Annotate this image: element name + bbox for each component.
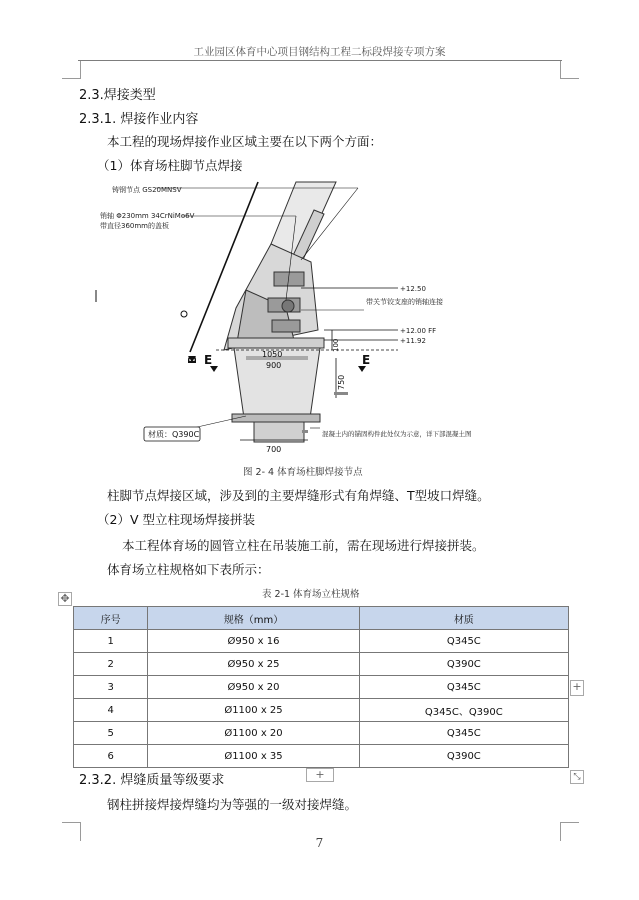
heading-2-3-2: 2.3.2. 焊缝质量等级要求 xyxy=(79,773,225,788)
table-row xyxy=(74,722,569,745)
header-material: 材质 xyxy=(359,607,568,630)
cell-material: Q345C xyxy=(359,630,568,653)
corner-mark-top-left xyxy=(62,60,81,79)
dim-1050: 1050 xyxy=(262,350,283,359)
cell-spec: Ø950 x 20 xyxy=(148,676,359,699)
label-casting-node: 铸钢节点 GS20MNSV xyxy=(112,186,182,194)
list-item-2: （2）V 型立柱现场焊接拼装 xyxy=(97,512,255,527)
cell-material: Q345C xyxy=(359,676,568,699)
paragraph-table-intro: 体育场立柱规格如下表所示： xyxy=(107,562,270,577)
label-pin-cover-plate: 带直径360mm的盖板 xyxy=(100,222,169,230)
header-index: 序号 xyxy=(74,607,148,630)
figure-caption: 图 2- 4 体育场柱脚焊接节点 xyxy=(243,467,363,478)
cell-index: 4 xyxy=(74,699,148,722)
paragraph-weld-forms: 柱脚节点焊接区域，涉及到的主要焊缝形式有角焊缝、T型坡口焊缝。 xyxy=(107,488,490,503)
cell-index: 1 xyxy=(74,630,148,653)
cell-spec: Ø950 x 16 xyxy=(148,630,359,653)
label-hinge-note: 带关节铰支座的销轴连接 xyxy=(366,298,443,306)
column-spec-table xyxy=(73,606,569,768)
table-row xyxy=(74,653,569,676)
header-spec: 规格（mm） xyxy=(148,607,359,630)
table-move-handle-icon[interactable]: ✥ xyxy=(58,592,72,606)
document-header-title: 工业园区体育中心项目钢结构工程二标段焊接专项方案 xyxy=(193,46,446,58)
list-item-1: （1）体育场柱脚节点焊接 xyxy=(97,158,243,173)
dim-750: 750 xyxy=(337,374,346,390)
cell-index: 5 xyxy=(74,722,148,745)
label-elev-mid: +12.00 FF xyxy=(400,327,437,335)
paragraph-column-assembly: 本工程体育场的圆管立柱在吊装施工前，需在现场进行焊接拼装。 xyxy=(122,538,485,553)
dim-900: 900 xyxy=(266,361,282,370)
heading-2-3-1: 2.3.1. 焊接作业内容 xyxy=(79,112,199,127)
label-pin-spec: 销轴 Φ230mm 34CrNiMo6V xyxy=(100,212,195,220)
cell-spec: Ø1100 x 25 xyxy=(148,699,359,722)
cell-material: Q390C xyxy=(359,653,568,676)
label-elev-top: +12.50 xyxy=(400,285,426,293)
section-mark-e-right: E xyxy=(362,353,371,367)
table-row xyxy=(74,745,569,768)
cell-index: 3 xyxy=(74,676,148,699)
add-column-button[interactable]: + xyxy=(570,680,584,696)
column-foot-node-figure xyxy=(96,180,516,454)
add-row-button[interactable]: + xyxy=(306,768,334,782)
table-caption: 表 2-1 体育场立柱规格 xyxy=(262,589,360,600)
table-header-row xyxy=(74,607,569,630)
cell-material: Q390C xyxy=(359,745,568,768)
label-elev-low: +11.92 xyxy=(400,337,426,345)
cell-index: 6 xyxy=(74,745,148,768)
section-mark-b: B xyxy=(186,355,199,364)
corner-mark-top-right xyxy=(560,60,579,79)
table-row xyxy=(74,630,569,653)
cell-spec: Ø950 x 25 xyxy=(148,653,359,676)
label-material: 材质：Q390C xyxy=(148,430,200,439)
column-foot-drawing xyxy=(96,180,516,454)
table-row xyxy=(74,699,569,722)
section-mark-e-left: E xyxy=(204,353,213,367)
dim-700: 700 xyxy=(266,445,282,454)
cell-material: Q345C、Q390C xyxy=(359,699,568,722)
dim-100: 100 xyxy=(332,338,340,352)
heading-2-3: 2.3.焊接类型 xyxy=(79,88,156,103)
header-rule xyxy=(78,60,562,61)
cell-spec: Ø1100 x 20 xyxy=(148,722,359,745)
table-resize-handle-icon[interactable]: ⤡ xyxy=(570,770,584,784)
cell-index: 2 xyxy=(74,653,148,676)
cell-spec: Ø1100 x 35 xyxy=(148,745,359,768)
page-number: 7 xyxy=(315,836,324,850)
label-anchor-note: 混凝土内的锚固构件此处仅为示意，详下部混凝土图 xyxy=(322,430,472,438)
cell-material: Q345C xyxy=(359,722,568,745)
paragraph-intro: 本工程的现场焊接作业区域主要在以下两个方面： xyxy=(107,134,383,149)
table-row xyxy=(74,676,569,699)
paragraph-weld-grade: 钢柱拼接焊接焊缝均为等强的一级对接焊缝。 xyxy=(107,797,358,812)
